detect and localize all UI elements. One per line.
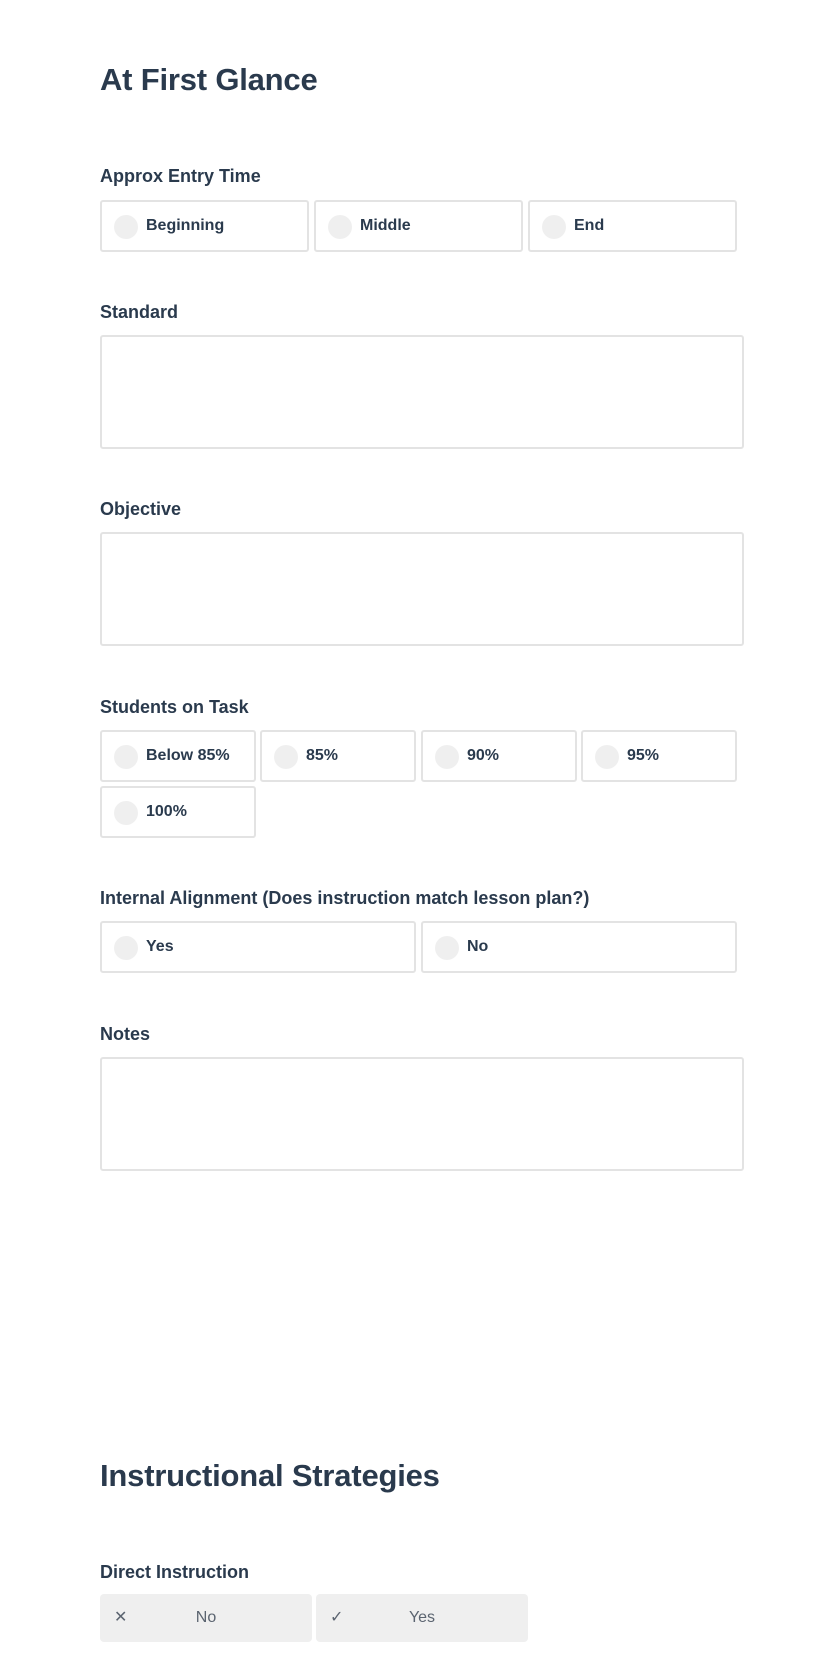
radio-circle-icon (595, 745, 619, 769)
toggle-label-yes: Yes (408, 1609, 436, 1626)
students-option-85[interactable] (260, 730, 416, 782)
option-label: 100% (146, 803, 187, 820)
entry-time-option-beginning[interactable] (100, 200, 309, 252)
radio-circle-icon (328, 215, 352, 239)
students-option-95[interactable] (581, 730, 737, 782)
option-label: Middle (360, 217, 411, 234)
notes-label: Notes (100, 1024, 151, 1044)
objective-textarea[interactable] (100, 532, 744, 646)
section-title-instructional-strategies: Instructional Strategies (100, 1458, 440, 1493)
option-label: Yes (146, 938, 174, 955)
direct-instruction-no-button[interactable] (100, 1594, 312, 1642)
option-label: 85% (306, 747, 339, 764)
option-label: Beginning (146, 217, 225, 234)
standard-textarea[interactable] (100, 335, 744, 449)
notes-textarea[interactable] (100, 1057, 744, 1171)
entry-time-option-end[interactable] (528, 200, 737, 252)
radio-circle-icon (114, 936, 138, 960)
students-on-task-label: Students on Task (100, 697, 249, 717)
option-label: 90% (467, 747, 500, 764)
radio-circle-icon (274, 745, 298, 769)
direct-instruction-label: Direct Instruction (100, 1562, 250, 1582)
option-label: 95% (627, 747, 660, 764)
internal-alignment-label: Internal Alignment (Does instruction match lesson plan?) (100, 888, 590, 908)
radio-circle-icon (114, 215, 138, 239)
toggle-label-no: No (195, 1609, 217, 1626)
option-label: No (467, 938, 489, 955)
radio-circle-icon (542, 215, 566, 239)
entry-time-option-middle[interactable] (314, 200, 523, 252)
objective-label: Objective (100, 499, 182, 519)
radio-circle-icon (435, 745, 459, 769)
students-option-100[interactable] (100, 786, 256, 838)
radio-circle-icon (114, 801, 138, 825)
checkmark-icon: ✓ (330, 1609, 344, 1626)
radio-circle-icon (114, 745, 138, 769)
entry-time-label: Approx Entry Time (100, 166, 261, 186)
students-option-below-85[interactable] (100, 730, 256, 782)
option-label: End (574, 217, 605, 234)
alignment-option-yes[interactable] (100, 921, 416, 973)
radio-circle-icon (435, 936, 459, 960)
students-option-90[interactable] (421, 730, 577, 782)
alignment-option-no[interactable] (421, 921, 737, 973)
standard-label: Standard (100, 302, 179, 322)
option-label: Below 85% (146, 747, 230, 764)
close-icon: ✕ (114, 1609, 128, 1626)
direct-instruction-yes-button[interactable] (316, 1594, 528, 1642)
section-title-at-first-glance: At First Glance (100, 62, 318, 97)
